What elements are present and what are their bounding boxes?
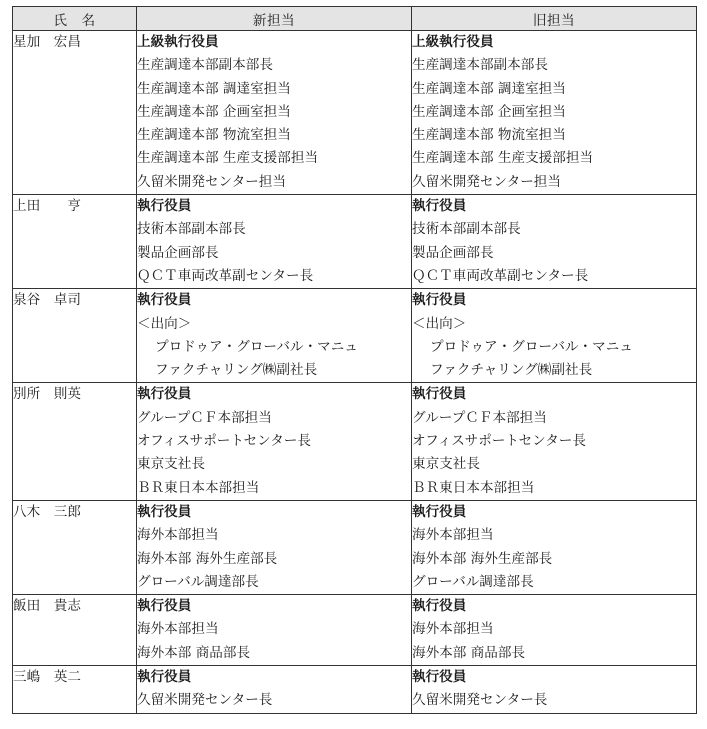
role-line: 海外本部担当	[412, 527, 494, 544]
role-title: 執行役員	[137, 292, 192, 309]
role-line: 生産調達本部副本部長	[137, 57, 273, 74]
role-line: 技術本部副本部長	[412, 221, 521, 238]
role-line: オフィスサポートセンター長	[412, 433, 586, 450]
old-role-cell	[412, 666, 697, 714]
role-title: 執行役員	[137, 503, 192, 520]
role-line: 海外本部担当	[412, 621, 494, 638]
role-line: 技術本部副本部長	[137, 221, 246, 238]
role-line: 東京支社長	[137, 456, 205, 473]
role-line: 東京支社長	[412, 456, 480, 473]
new-role-cell	[137, 595, 412, 666]
person-name: 星加 宏昌	[13, 31, 137, 195]
role-line: 海外本部担当	[137, 527, 219, 544]
role-line: ＱＣＴ車両改革副センター長	[137, 267, 314, 284]
role-line: グローバル調達部長	[137, 573, 259, 590]
role-line: ＜出向＞	[412, 315, 467, 332]
role-line: 海外本部 海外生産部長	[137, 550, 278, 567]
role-title: 執行役員	[412, 598, 467, 615]
role-line: ＢＲ東日本本部担当	[412, 479, 535, 496]
role-line: ファクチャリング㈱副社長	[155, 362, 318, 379]
role-title: 執行役員	[412, 503, 467, 520]
old-role-cell	[412, 595, 697, 666]
role-title: 執行役員	[412, 198, 467, 215]
old-role-cell	[412, 383, 697, 500]
person-name: 八木 三郎	[13, 500, 137, 594]
table-row	[13, 31, 697, 195]
table-body	[13, 31, 697, 714]
new-role-cell	[137, 500, 412, 594]
header-new-role: 新担当	[137, 7, 412, 31]
role-line: 海外本部 海外生産部長	[412, 550, 553, 567]
header-old-role: 旧担当	[412, 7, 697, 31]
old-role-cell	[412, 195, 697, 289]
role-line: 生産調達本部 生産支援部担当	[137, 150, 319, 167]
role-title: 執行役員	[412, 292, 467, 309]
role-title: 執行役員	[137, 598, 192, 615]
table-row	[13, 289, 697, 383]
role-line: 久留米開発センター長	[137, 692, 273, 709]
role-line: グループＣＦ本部担当	[412, 409, 547, 426]
old-role-cell	[412, 500, 697, 594]
personnel-table	[12, 6, 697, 714]
role-line: 生産調達本部 調達室担当	[412, 80, 566, 97]
role-line: 製品企画部長	[412, 244, 494, 261]
role-line: 海外本部 商品部長	[137, 644, 251, 661]
new-role-cell	[137, 195, 412, 289]
new-role-cell	[137, 383, 412, 500]
table-row	[13, 195, 697, 289]
person-name: 三嶋 英二	[13, 666, 137, 714]
role-title: 執行役員	[137, 669, 192, 686]
role-line: 久留米開発センター長	[412, 692, 548, 709]
new-role-cell	[137, 289, 412, 383]
role-line: 海外本部 商品部長	[412, 644, 526, 661]
role-line: 生産調達本部 物流室担当	[412, 127, 566, 144]
role-title: 執行役員	[412, 386, 467, 403]
role-title: 上級執行役員	[137, 34, 219, 50]
role-line: 久留米開発センター担当	[412, 173, 561, 190]
role-line: プロドゥア・グローバル・マニュ	[430, 338, 633, 355]
header-row	[13, 7, 697, 31]
table-header	[13, 7, 697, 31]
new-role-cell	[137, 31, 412, 195]
role-title: 執行役員	[412, 669, 467, 686]
old-role-cell	[412, 31, 697, 195]
role-line: 久留米開発センター担当	[137, 173, 286, 190]
new-role-cell	[137, 666, 412, 714]
role-title: 執行役員	[137, 386, 192, 403]
role-line: 生産調達本部 生産支援部担当	[412, 150, 594, 167]
table-row	[13, 595, 697, 666]
role-line: ＜出向＞	[137, 315, 192, 332]
role-line: グループＣＦ本部担当	[137, 409, 272, 426]
role-line: 製品企画部長	[137, 244, 219, 261]
role-line: 海外本部担当	[137, 621, 219, 638]
role-title: 執行役員	[137, 198, 192, 215]
role-line: 生産調達本部 調達室担当	[137, 80, 291, 97]
role-line: オフィスサポートセンター長	[137, 433, 311, 450]
person-name: 上田 亨	[13, 195, 137, 289]
role-line: ＢＲ東日本本部担当	[137, 479, 260, 496]
role-line: グローバル調達部長	[412, 573, 534, 590]
table-row	[13, 500, 697, 594]
role-line: プロドゥア・グローバル・マニュ	[155, 338, 358, 355]
table-row	[13, 666, 697, 714]
person-name: 別所 則英	[13, 383, 137, 500]
role-line: 生産調達本部 物流室担当	[137, 127, 291, 144]
role-title: 上級執行役員	[412, 34, 494, 50]
role-line: 生産調達本部副本部長	[412, 57, 548, 74]
role-line: ファクチャリング㈱副社長	[430, 362, 593, 379]
header-name: 氏 名	[13, 7, 137, 31]
role-line: ＱＣＴ車両改革副センター長	[412, 267, 589, 284]
table-row	[13, 383, 697, 500]
old-role-cell	[412, 289, 697, 383]
role-line: 生産調達本部 企画室担当	[412, 103, 566, 120]
role-line: 生産調達本部 企画室担当	[137, 103, 291, 120]
person-name: 泉谷 卓司	[13, 289, 137, 383]
person-name: 飯田 貴志	[13, 595, 137, 666]
